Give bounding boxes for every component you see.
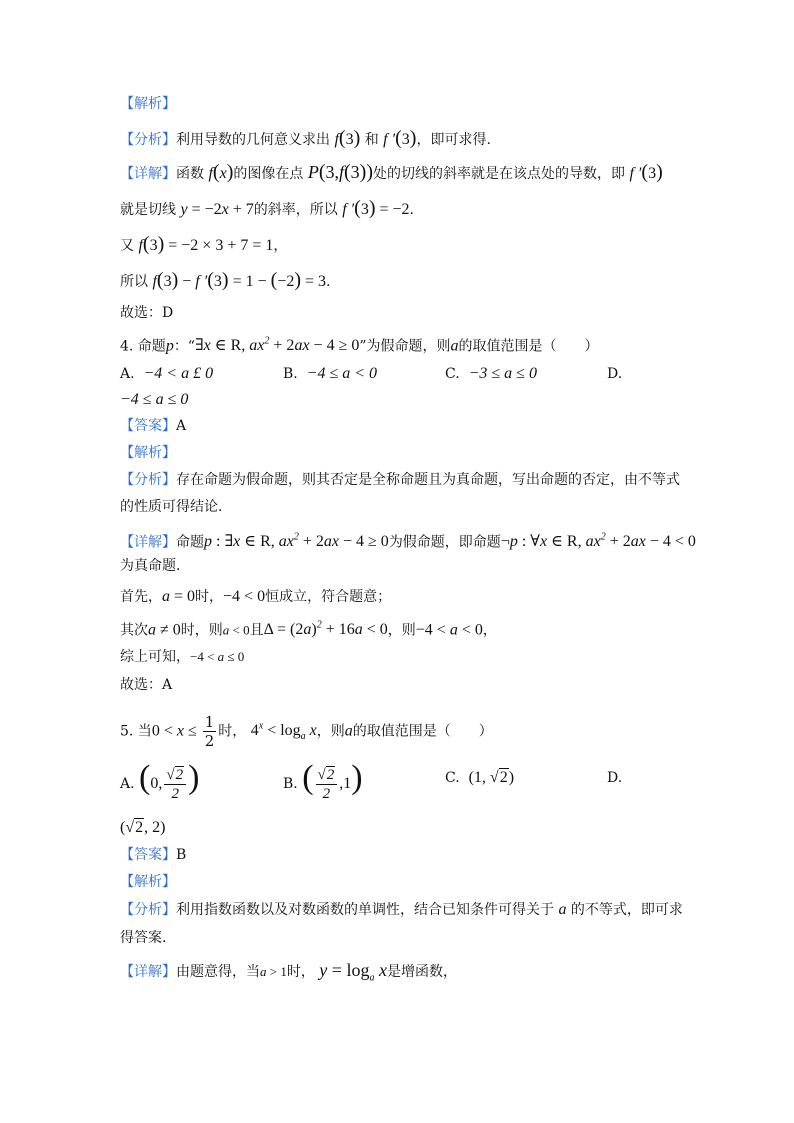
jiexi-tag-q5: 【解析】	[120, 874, 176, 890]
q5-detail: 【详解】由题意得，当a > 1时， $y = \log_a x$是增函数，	[120, 960, 457, 984]
q3-so-line: 所以 f(3) − f ′(3) = 1 − (−2) = 3.	[120, 269, 331, 291]
q5-option-a: A. (0, $\frac{√2}{2}$ )	[120, 759, 200, 802]
q4-first: 首先，a = 0时，−4 < 0恒成立，符合题意；	[120, 588, 392, 605]
jiexi-tag-q3: 【解析】	[120, 96, 176, 112]
q4-option-b: B. −4 ≤ a < 0	[283, 365, 378, 382]
q4-analysis-line2: 的性质可得结论.	[120, 499, 223, 515]
q5-answer: 【答案】B	[120, 847, 187, 863]
q3-analysis: 【分析】利用导数的几何意义求出 f(3) 和 f ′(3)，即可求得.	[120, 127, 491, 149]
q4-stem: 4. 命题p：“∃x ∈ R, $ax^2 + 2ax - 4 \ge 0$”为假命题，则a的取值范围是（ ）	[120, 336, 599, 355]
q4-analysis: 【分析】存在命题为假命题，则其否定是全称命题且为真命题，写出命题的否定，由不等式	[120, 472, 680, 488]
q5-option-d: (√2, 2)	[120, 819, 166, 836]
q3-choose: 故选：D	[120, 305, 174, 321]
q4-detail-line2: 为真命题.	[120, 558, 181, 574]
q4-choose: 故选：A	[120, 677, 173, 693]
q5-analysis: 【分析】利用指数函数以及对数函数的单调性，结合已知条件可得关于 a 的不等式，即可求	[120, 901, 683, 918]
q5-option-d-label: D.	[607, 770, 623, 786]
q3-also-line: 又 f(3) = −2 × 3 + 7 = 1，	[120, 233, 288, 255]
q4-answer: 【答案】A	[120, 418, 187, 434]
jiexi-tag-q4: 【解析】	[120, 445, 176, 461]
q5-option-b: B. ( $\frac{√2}{2}$ ,1)	[283, 759, 363, 802]
q3-detail-line1: 【详解】函数 f(x)的图像在点 P(3,f(3))处的切线的斜率就是在该点处的导数，即 f ′(3)	[120, 161, 663, 183]
q5-option-c: C. (1, √2)	[445, 769, 515, 786]
q4-second: 其次a ≠ 0时，则a < 0且$\Delta = (2a)^2 + 16a < 0$，则−4 < a < 0，	[120, 620, 497, 639]
q4-option-d-label: D.	[607, 366, 623, 382]
q5-analysis-line2: 得答案.	[120, 930, 167, 946]
q3-detail-line2: 就是切线 y = −2x + 7的斜率，所以 f ′(3) = −2.	[120, 197, 414, 219]
q4-summary: 综上可知，−4 < a ≤ 0	[120, 649, 245, 665]
q4-option-a: A. −4 < a £ 0	[120, 365, 214, 382]
q5-stem: 5. 当0 < x ≤ $\frac{1}{2}$ 时， $4^x < \log_a x$，则a的取值范围是（ ）	[120, 712, 493, 750]
q4-option-c: C. −3 ≤ a ≤ 0	[445, 365, 537, 382]
q4-detail-line1: 【详解】命题p : ∃x ∈ R, $ax^2 + 2ax - 4 \ge 0$为假命题，即命题¬p : ∀x ∈ R, $ax^2 + 2ax - 4 < 0$	[120, 532, 696, 551]
q4-option-d: −4 ≤ a ≤ 0	[120, 391, 189, 408]
